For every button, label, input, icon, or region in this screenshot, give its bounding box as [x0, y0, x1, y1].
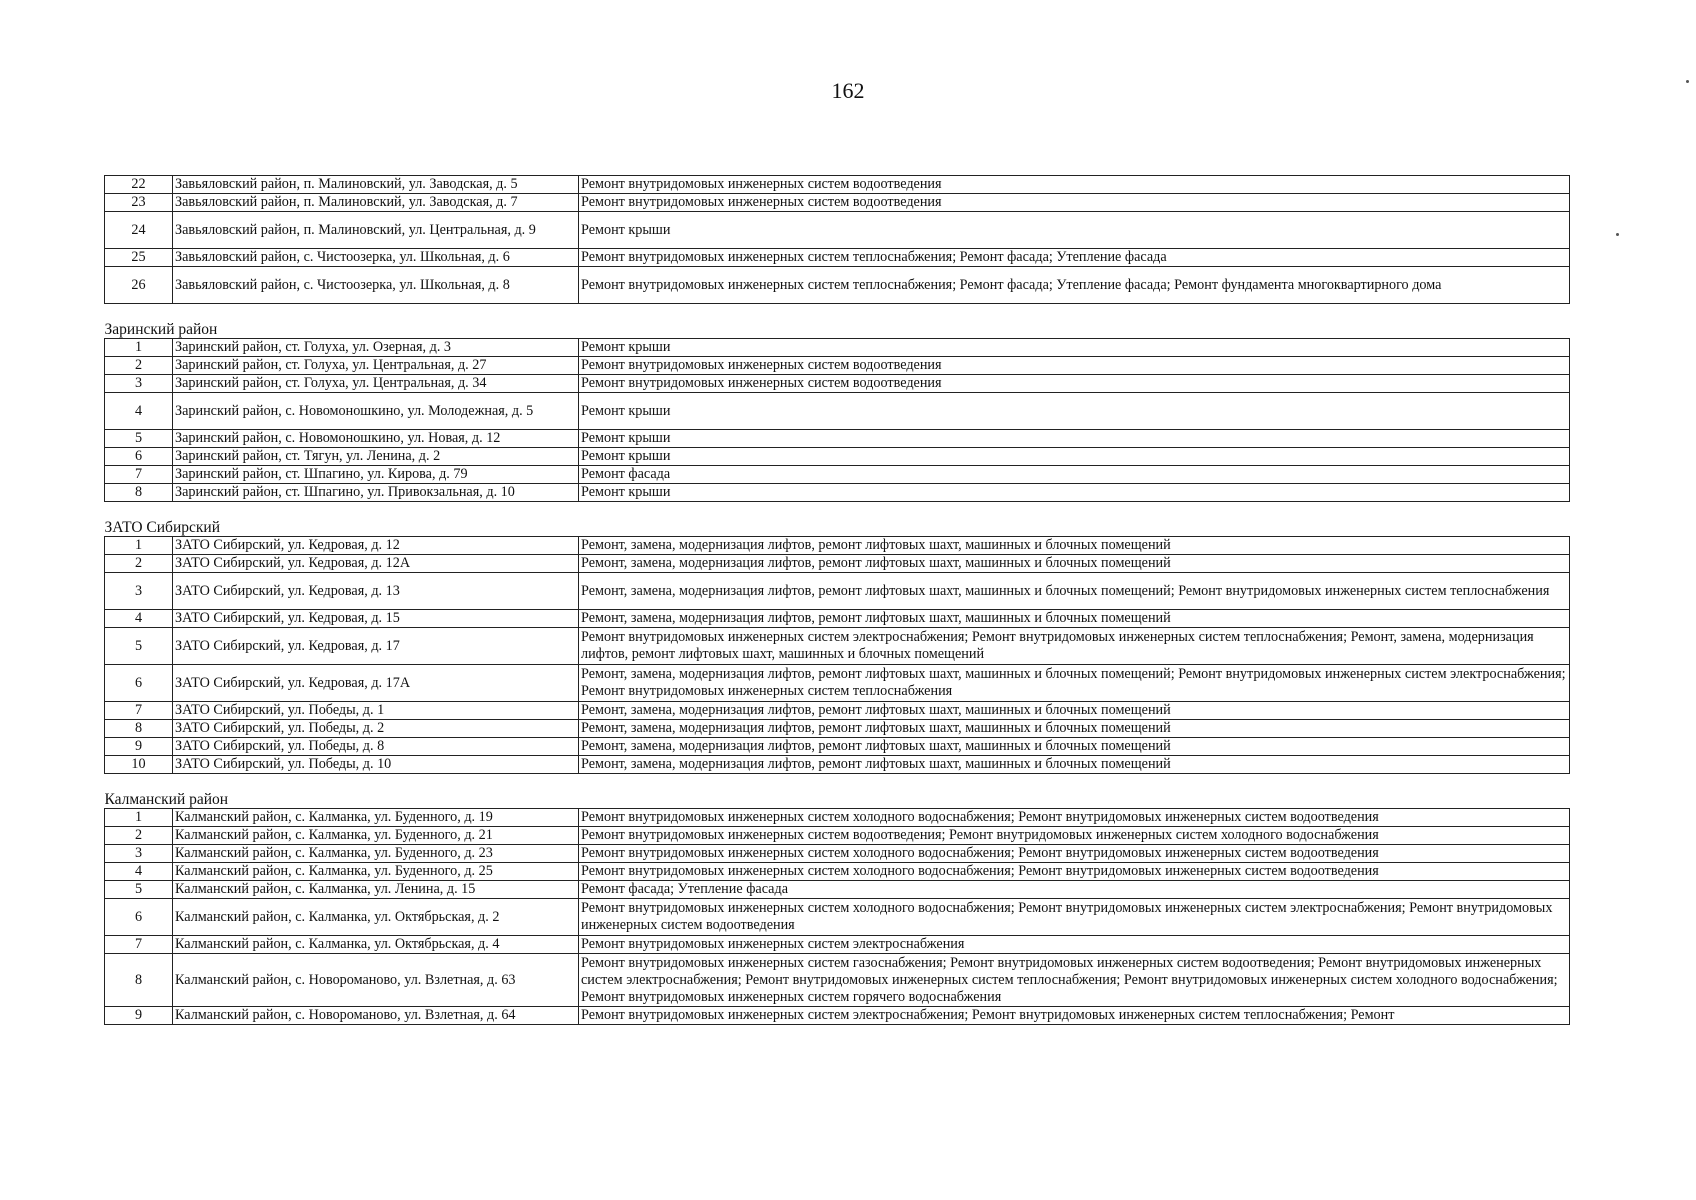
- row-number: 2: [105, 827, 173, 845]
- row-works: Ремонт, замена, модернизация лифтов, ремонт лифтовых шахт, машинных и блочных помещений: [579, 537, 1570, 555]
- table-row: [105, 809, 1570, 827]
- section-header: [105, 774, 1570, 809]
- table-row: [105, 393, 1570, 430]
- row-address: Калманский район, с. Калманка, ул. Буденного, д. 21: [173, 827, 579, 845]
- row-number: 24: [105, 212, 173, 249]
- row-number: 1: [105, 537, 173, 555]
- section-title: Заринский район: [105, 304, 1570, 339]
- row-address: Заринский район, ст. Тягун, ул. Ленина, д. 2: [173, 448, 579, 466]
- row-works: Ремонт, замена, модернизация лифтов, ремонт лифтовых шахт, машинных и блочных помещений: [579, 756, 1570, 774]
- table-row: [105, 702, 1570, 720]
- row-number: 3: [105, 845, 173, 863]
- row-works: Ремонт внутридомовых инженерных систем электроснабжения; Ремонт внутридомовых инженерных систем теплоснабжения; Ремонт, замена, модернизация лифтов, ремонт лифтовых шахт, машинных и блочных помещений: [579, 628, 1570, 665]
- row-number: 7: [105, 936, 173, 954]
- row-address: ЗАТО Сибирский, ул. Кедровая, д. 12А: [173, 555, 579, 573]
- row-number: 2: [105, 357, 173, 375]
- row-number: 1: [105, 809, 173, 827]
- row-works: Ремонт фасада; Утепление фасада: [579, 881, 1570, 899]
- row-address: ЗАТО Сибирский, ул. Кедровая, д. 12: [173, 537, 579, 555]
- row-works: Ремонт внутридомовых инженерных систем водоотведения: [579, 357, 1570, 375]
- row-address: ЗАТО Сибирский, ул. Победы, д. 2: [173, 720, 579, 738]
- table-row: [105, 249, 1570, 267]
- table-row: [105, 484, 1570, 502]
- row-address: Калманский район, с. Калманка, ул. Буденного, д. 19: [173, 809, 579, 827]
- table-row: [105, 756, 1570, 774]
- row-number: 6: [105, 665, 173, 702]
- row-works: Ремонт внутридомовых инженерных систем холодного водоснабжения; Ремонт внутридомовых инженерных систем водоотведения: [579, 845, 1570, 863]
- row-number: 6: [105, 899, 173, 936]
- row-works: Ремонт фасада: [579, 466, 1570, 484]
- row-number: 8: [105, 720, 173, 738]
- table-row: [105, 194, 1570, 212]
- row-number: 4: [105, 393, 173, 430]
- row-address: Заринский район, с. Новомоношкино, ул. Новая, д. 12: [173, 430, 579, 448]
- row-works: Ремонт внутридомовых инженерных систем водоотведения: [579, 176, 1570, 194]
- row-address: Заринский район, ст. Шпагино, ул. Привокзальная, д. 10: [173, 484, 579, 502]
- row-address: Заринский район, ст. Голуха, ул. Центральная, д. 34: [173, 375, 579, 393]
- table-row: [105, 665, 1570, 702]
- table-row: [105, 899, 1570, 936]
- table-row: [105, 555, 1570, 573]
- row-address: Заринский район, ст. Голуха, ул. Центральная, д. 27: [173, 357, 579, 375]
- table-row: [105, 936, 1570, 954]
- row-number: 8: [105, 484, 173, 502]
- row-works: Ремонт внутридомовых инженерных систем электроснабжения: [579, 936, 1570, 954]
- table-row: [105, 720, 1570, 738]
- row-address: Заринский район, ст. Голуха, ул. Озерная, д. 3: [173, 339, 579, 357]
- table-row: [105, 863, 1570, 881]
- row-address: Калманский район, с. Калманка, ул. Ленина, д. 15: [173, 881, 579, 899]
- row-number: 7: [105, 702, 173, 720]
- row-number: 2: [105, 555, 173, 573]
- row-address: ЗАТО Сибирский, ул. Победы, д. 1: [173, 702, 579, 720]
- row-address: Заринский район, с. Новомоношкино, ул. Молодежная, д. 5: [173, 393, 579, 430]
- table-row: [105, 881, 1570, 899]
- row-number: 5: [105, 881, 173, 899]
- table-row: [105, 537, 1570, 555]
- table-row: [105, 1007, 1570, 1025]
- section-title: ЗАТО Сибирский: [105, 502, 1570, 537]
- row-address: Калманский район, с. Калманка, ул. Октябрьская, д. 2: [173, 899, 579, 936]
- row-works: Ремонт внутридомовых инженерных систем холодного водоснабжения; Ремонт внутридомовых инженерных систем электроснабжения; Ремонт внутридомовых инженерных систем водоотведения: [579, 899, 1570, 936]
- row-number: 4: [105, 863, 173, 881]
- row-number: 22: [105, 176, 173, 194]
- row-number: 23: [105, 194, 173, 212]
- row-address: ЗАТО Сибирский, ул. Кедровая, д. 17А: [173, 665, 579, 702]
- row-works: Ремонт, замена, модернизация лифтов, ремонт лифтовых шахт, машинных и блочных помещений: [579, 738, 1570, 756]
- row-number: 3: [105, 573, 173, 610]
- row-works: Ремонт внутридомовых инженерных систем холодного водоснабжения; Ремонт внутридомовых инженерных систем водоотведения: [579, 863, 1570, 881]
- row-works: Ремонт, замена, модернизация лифтов, ремонт лифтовых шахт, машинных и блочных помещений: [579, 610, 1570, 628]
- row-number: 26: [105, 267, 173, 304]
- row-address: Завьяловский район, п. Малиновский, ул. Заводская, д. 7: [173, 194, 579, 212]
- row-works: Ремонт, замена, модернизация лифтов, ремонт лифтовых шахт, машинных и блочных помещений; Ремонт внутридомовых инженерных систем электроснабжения; Ремонт внутридомовых инженерных систем теплоснабжения: [579, 665, 1570, 702]
- row-number: 7: [105, 466, 173, 484]
- row-address: ЗАТО Сибирский, ул. Кедровая, д. 15: [173, 610, 579, 628]
- row-address: ЗАТО Сибирский, ул. Победы, д. 10: [173, 756, 579, 774]
- row-address: ЗАТО Сибирский, ул. Кедровая, д. 17: [173, 628, 579, 665]
- row-works: Ремонт крыши: [579, 212, 1570, 249]
- row-address: Завьяловский район, п. Малиновский, ул. Заводская, д. 5: [173, 176, 579, 194]
- row-address: Заринский район, ст. Шпагино, ул. Кирова, д. 79: [173, 466, 579, 484]
- table-row: [105, 954, 1570, 1007]
- row-works: Ремонт крыши: [579, 484, 1570, 502]
- row-address: Калманский район, с. Калманка, ул. Буденного, д. 23: [173, 845, 579, 863]
- repair-program-table: [104, 175, 1570, 1025]
- table-row: [105, 357, 1570, 375]
- section-title: Калманский район: [105, 774, 1570, 809]
- table-row: [105, 573, 1570, 610]
- row-works: Ремонт внутридомовых инженерных систем теплоснабжения; Ремонт фасада; Утепление фасада: [579, 249, 1570, 267]
- row-works: Ремонт внутридомовых инженерных систем холодного водоснабжения; Ремонт внутридомовых инженерных систем водоотведения: [579, 809, 1570, 827]
- section-header: [105, 502, 1570, 537]
- table-row: [105, 430, 1570, 448]
- row-number: 3: [105, 375, 173, 393]
- section-header: [105, 304, 1570, 339]
- row-number: 4: [105, 610, 173, 628]
- row-works: Ремонт внутридомовых инженерных систем электроснабжения; Ремонт внутридомовых инженерных систем теплоснабжения; Ремонт: [579, 1007, 1570, 1025]
- row-number: 8: [105, 954, 173, 1007]
- table-row: [105, 267, 1570, 304]
- table-row: [105, 845, 1570, 863]
- page-number: 162: [831, 78, 865, 103]
- row-number: 5: [105, 430, 173, 448]
- table-row: [105, 339, 1570, 357]
- table-row: [105, 610, 1570, 628]
- row-number: 10: [105, 756, 173, 774]
- row-works: Ремонт, замена, модернизация лифтов, ремонт лифтовых шахт, машинных и блочных помещений: [579, 555, 1570, 573]
- row-number: 9: [105, 738, 173, 756]
- row-works: Ремонт, замена, модернизация лифтов, ремонт лифтовых шахт, машинных и блочных помещений: [579, 702, 1570, 720]
- row-address: Завьяловский район, с. Чистоозерка, ул. Школьная, д. 8: [173, 267, 579, 304]
- table-row: [105, 628, 1570, 665]
- table-row: [105, 448, 1570, 466]
- table-row: [105, 212, 1570, 249]
- row-works: Ремонт внутридомовых инженерных систем водоотведения: [579, 375, 1570, 393]
- scan-speck: [1686, 80, 1689, 83]
- row-address: Калманский район, с. Калманка, ул. Буденного, д. 25: [173, 863, 579, 881]
- table-row: [105, 375, 1570, 393]
- row-works: Ремонт крыши: [579, 339, 1570, 357]
- row-address: Завьяловский район, п. Малиновский, ул. Центральная, д. 9: [173, 212, 579, 249]
- row-works: Ремонт крыши: [579, 430, 1570, 448]
- table-row: [105, 827, 1570, 845]
- row-address: Завьяловский район, с. Чистоозерка, ул. Школьная, д. 6: [173, 249, 579, 267]
- row-number: 9: [105, 1007, 173, 1025]
- row-address: Калманский район, с. Калманка, ул. Октябрьская, д. 4: [173, 936, 579, 954]
- row-number: 6: [105, 448, 173, 466]
- row-works: Ремонт внутридомовых инженерных систем теплоснабжения; Ремонт фасада; Утепление фасада; Ремонт фундамента многоквартирного дома: [579, 267, 1570, 304]
- row-works: Ремонт внутридомовых инженерных систем водоотведения; Ремонт внутридомовых инженерных систем холодного водоснабжения: [579, 827, 1570, 845]
- row-works: Ремонт крыши: [579, 393, 1570, 430]
- row-works: Ремонт внутридомовых инженерных систем водоотведения: [579, 194, 1570, 212]
- row-works: Ремонт, замена, модернизация лифтов, ремонт лифтовых шахт, машинных и блочных помещений: [579, 720, 1570, 738]
- row-works: Ремонт внутридомовых инженерных систем газоснабжения; Ремонт внутридомовых инженерных систем водоотведения; Ремонт внутридомовых инженерных систем электроснабжения; Ремонт внутридомовых инженерных систем теплоснабжения; Ремонт внутридомовых инженерных систем холодного водоснабжения; Ремонт внутридомовых инженерных систем горячего водоснабжения: [579, 954, 1570, 1007]
- table-row: [105, 176, 1570, 194]
- table-row: [105, 466, 1570, 484]
- table-row: [105, 738, 1570, 756]
- row-number: 25: [105, 249, 173, 267]
- row-works: Ремонт, замена, модернизация лифтов, ремонт лифтовых шахт, машинных и блочных помещений; Ремонт внутридомовых инженерных систем теплоснабжения: [579, 573, 1570, 610]
- scan-speck: [1616, 233, 1619, 236]
- row-number: 5: [105, 628, 173, 665]
- row-address: Калманский район, с. Новороманово, ул. Взлетная, д. 64: [173, 1007, 579, 1025]
- row-address: ЗАТО Сибирский, ул. Победы, д. 8: [173, 738, 579, 756]
- row-address: ЗАТО Сибирский, ул. Кедровая, д. 13: [173, 573, 579, 610]
- row-works: Ремонт крыши: [579, 448, 1570, 466]
- row-number: 1: [105, 339, 173, 357]
- row-address: Калманский район, с. Новороманово, ул. Взлетная, д. 63: [173, 954, 579, 1007]
